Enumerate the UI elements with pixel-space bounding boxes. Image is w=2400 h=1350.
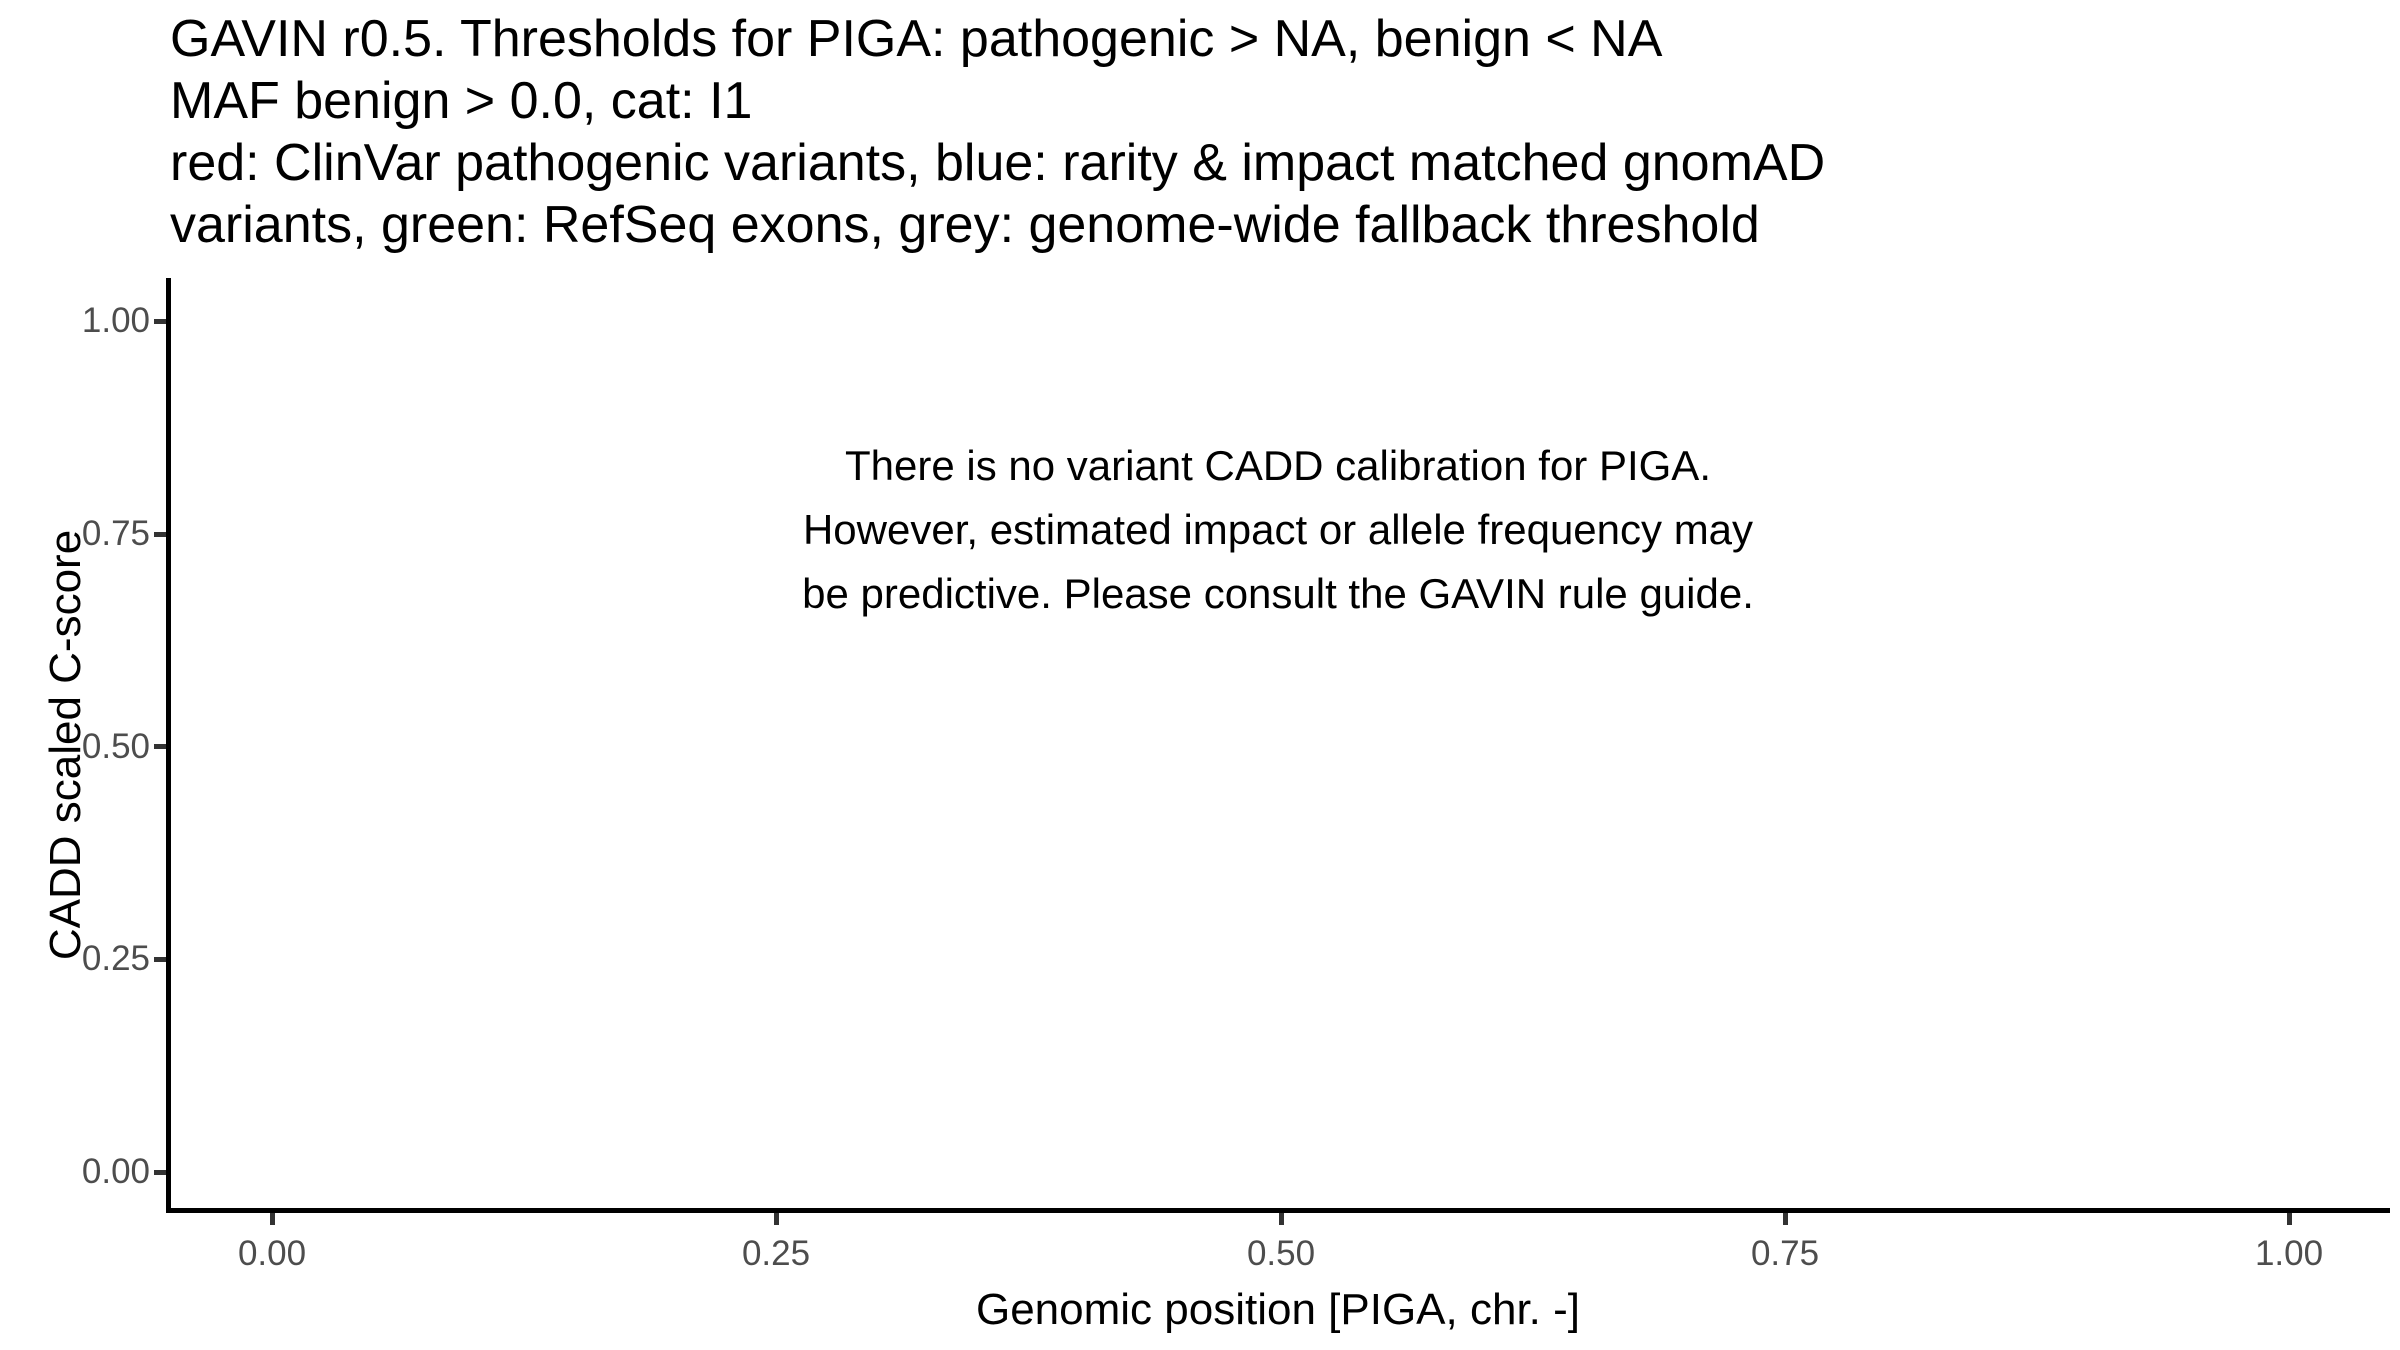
x-tick-mark-0.25: [774, 1213, 779, 1225]
x-tick-label-0.75: 0.75: [1750, 1234, 1820, 1273]
y-axis-title: CADD scaled C-score: [41, 529, 90, 961]
x-axis-title: Genomic position [PIGA, chr. -]: [975, 1285, 1580, 1334]
y-tick-label-0.25: 0.25: [81, 939, 150, 978]
x-tick-label-1.00: 1.00: [2254, 1234, 2324, 1273]
plot-title-line-2: MAF benign > 0.0, cat: I1: [170, 72, 753, 130]
x-tick-mark-1.00: [2287, 1213, 2292, 1225]
x-tick-label-0.50: 0.50: [1246, 1234, 1316, 1273]
plot-title-line-3: red: ClinVar pathogenic variants, blue: rarity & impact matched gnomAD: [170, 134, 1826, 192]
annotation-line-3: be predictive. Please consult the GAVIN rule guide.: [802, 570, 1754, 617]
y-tick-mark-0.25: [154, 957, 166, 962]
plot-panel: [166, 278, 2390, 1213]
y-tick-mark-0.75: [154, 532, 166, 537]
plot-title-line-4: variants, green: RefSeq exons, grey: genome-wide fallback threshold: [170, 196, 1760, 254]
y-tick-label-0.50: 0.50: [81, 727, 150, 766]
x-tick-label-0.25: 0.25: [741, 1234, 811, 1273]
x-tick-mark-0.00: [270, 1213, 275, 1225]
y-tick-label-0.75: 0.75: [81, 514, 150, 553]
y-tick-mark-1.00: [154, 319, 166, 324]
x-tick-label-0.00: 0.00: [237, 1234, 307, 1273]
annotation-line-2: However, estimated impact or allele frequency may: [802, 506, 1754, 553]
x-tick-mark-0.50: [1279, 1213, 1284, 1225]
plot-title-line-1: GAVIN r0.5. Thresholds for PIGA: pathogenic > NA, benign < NA: [170, 10, 1663, 68]
y-tick-label-0.00: 0.00: [81, 1152, 150, 1191]
annotation-line-1: There is no variant CADD calibration for PIGA.: [844, 442, 1711, 489]
y-tick-mark-0.50: [154, 744, 166, 749]
y-tick-mark-0.00: [154, 1170, 166, 1175]
plot-title: [170, 8, 1825, 256]
x-tick-mark-0.75: [1783, 1213, 1788, 1225]
annotation-text: [166, 434, 2390, 626]
y-tick-label-1.00: 1.00: [81, 301, 150, 340]
